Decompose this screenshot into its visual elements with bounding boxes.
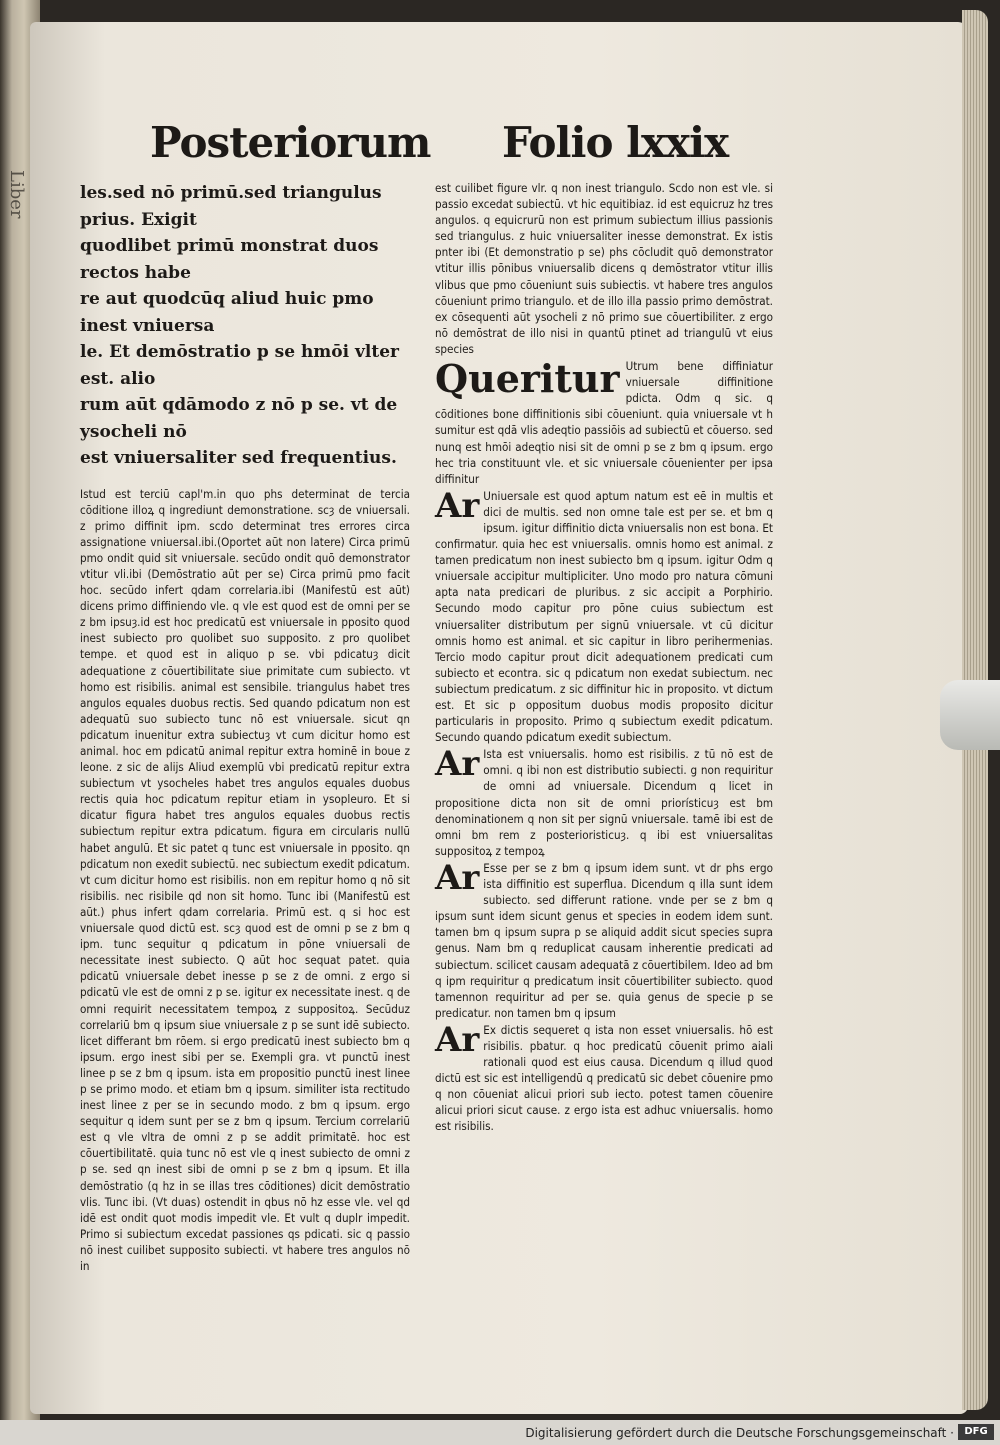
commentary-text — [80, 486, 410, 1275]
lemma-line: re aut quodcūq aliud huic pmo inest vniuersa — [80, 289, 374, 336]
page-clip — [940, 680, 1000, 750]
footer-bar — [0, 1420, 1000, 1445]
lemma-line: les.sed nō primū.sed triangulus prius. Exigit — [80, 183, 382, 230]
question-text: Utrum bene diffiniatur vniuersale diffinitione pdicta. Odm q sic. q cōditiones bone diffinitionis sibi cōueniunt. quia vniuersale vt h sumitur est qdā vlis adeqtio passiōis ad subiectū et cōuerso. sed nunq est hmōi adeqtio nisi sit de omni p se z bm q ipsum. ergo hec tria constituunt vle. et sic vniuersale cōuenienter per ipsa diffinitur — [435, 359, 773, 486]
drop-initial: Ar — [435, 1019, 480, 1060]
question-paragraph — [435, 358, 773, 487]
drop-initial: Ar — [435, 744, 480, 785]
drop-initial: Ar — [435, 857, 480, 898]
argument-paragraph — [435, 485, 773, 746]
folio-number: Folio lxxix — [502, 118, 729, 167]
argument-paragraph — [435, 746, 773, 859]
lemma-line: est vniuersaliter sed frequentius. — [80, 448, 397, 468]
argument-paragraph — [435, 1019, 773, 1135]
funding-credit: Digitalisierung gefördert durch die Deutsche Forschungsgemeinschaft · — [525, 1426, 954, 1440]
argument-text: Esse per se z bm q ipsum idem sunt. vt dr phs ergo ista diffinitio est superflua. Dicendum q illa sunt idem subiecto. sed differunt ratione. vnde per se z bm q ipsum sunt idem sicunt genus et species in eodem idem sunt. tamen bm q ipsum supra p se aliquid addit sicut species supra genus. Nam bm q reduplicat causam inherentie predicati ad subiectum. scilicet causam adequatā z cōuertibilem. Ideo ad bm q ipm requiritur q predicatum insit cōuertibiliter subiecto. quod tamennon requiritur ad per se. quia genus de specie p se predicatur. non tamen bm q ipsum — [435, 860, 773, 1020]
argument-text: Uniuersale est quod aptum natum est eē in multis et dici de multis. sed non omne tale est per se. et bm q ipsum. igitur diffinitio dicta vniuersalis non est bona. Et confirmatur. quia hec est vniuersalis. omnis homo est animal. z tamen predicatum non inest subiecto bm q ipsum. igitur Odm q vniuersale accipitur multipliciter. Uno modo pro natura cōmuni apta nata predicari de pluribus. z sic accipit a Porphirio. Secundo modo capitur pro pōne cuius subiectum est vniuersaliter distributum per signū vniuersale. vt cū dicitur omnis homo est animal. et sic capitur in libro perihermenias. Tercio modo capitur prout dicit adequationem predicati cum subiecto et econtra. sic q pdicatum non exedat subiectum. nec subiectum predicatum. z sic diffinitur hic in proposito. vt dictum est. Et sic p oppositum duobus modis proposito dicitur particularis in proposito. Primo q subiectum exedit pdicatum. Secundo quando pdicatum exedit subiectum. — [435, 488, 773, 745]
commentary-paragraph: est cuilibet figure vlr. q non inest triangulo. Scdo non est vle. si passio excedat subiectū. vt hic equitibiaz. id est equicruz hz tres angulos. q equicrurū non est primum subiectum illius passionis sed triangulus. z huic vniuersaliter inesse demonstrat. Ex istis pnter ibi (Et demonstratio p se) phs cōcludit quō demonstrator vtitur illis pōnibus vniuersalib dicens q demōstrator vtitur illis vlibus que pmo cōueniunt suis subiectis. vt habere tres angulos cōueniunt primo triangulo. et de illo illa passio primo demōstrat. ex cōsequenti aūt ysocheli z nō primo sue cōuertibiliter. z ergo nō demōstrat de illo nisi in quantū ptinet ad triangulū vt eius species — [435, 181, 773, 356]
lemma-line: quodlibet primū monstrat duos rectos habe — [80, 236, 379, 283]
right-column — [435, 180, 773, 1190]
drop-initial: Ar — [435, 485, 480, 526]
argument-paragraph — [435, 857, 773, 1021]
argument-text: Ex dictis sequeret q ista non esset vniuersalis. hō est risibilis. pbatur. q hoc predicatū cōuenit primo aiali rationali quod est eius causa. Dicendum q illud quod dictū est sic est intelligendū q predicatū sic debet cōuenire pmo q non cōueniat alicui priori sub iecto. potest tamen cōuenire alicui priori sicut cause. z ergo ista est adhuc vniuersalis. homo est risibilis. — [435, 1022, 773, 1134]
lemma-line: le. Et demōstratio p se hmōi vlter est. alio — [80, 342, 399, 389]
commentary-text — [435, 180, 773, 1135]
running-header-left: Posteriorum — [150, 118, 431, 167]
margin-fragment: Liber — [6, 170, 27, 219]
lemma-text — [80, 180, 410, 472]
queritur-heading: Queritur — [435, 356, 620, 402]
argument-text: Ista est vniuersalis. homo est risibilis. z tū nō est de omni. q ibi non est distributio subiecti. g non requiritur de omni ad vniuersale. Dicendum q licet in propositione dicta non sit de omni priorísticuȝ est bm denominationem q non sit per signū vniuersale. tamē ibi est de omni bm rem z posterioristicuȝ. q ibi est vniuersalitas suppositoꝝ z tempoꝝ — [435, 747, 773, 858]
lemma-line: rum aūt qdāmodo z nō p se. vt de ysocheli nō — [80, 395, 398, 442]
commentary-paragraph: Istud est terciū capl'm.in quo phs determinat de tercia cōditione illoꝝ q ingrediunt demonstratione. scȝ de vniuersali. z primo diffinit ipm. scdo determinat tres errores circa assignatione vniuersal.ibi.(Oportet aūt non latere) Circa primū pmo ondit quid sit vniuersale. secūdo ondit quō demonstrator vtitur vli.ibi (Demōstratio aūt per se) Circa primū pmo facit hoc. secūdo infert qdam correlaria.ibi (Manifestū est aūt) dicens primo diffiniendo vle. q vle est quod est de omni per se z bm ipsuȝ.id est hoc predicatū est vniuersale in pposito quod inest subiecto pro quolibet suo supposito. z pro quolibet tempe. et quod est in aliquo p se. vbi pdicatuȝ dicit adequatione z cōuertibilitate siue primitate cum subiecto. vt homo est risibilis. animal est sensibile. triangulus habet tres angulos equales duobus rectis. Sed quando pdicatum non est adequatū suo subiecto tunc nō est vniuersale. sicut qn pdicatum inuenitur extra subiectuȝ vt cum dicitur homo est animal. hoc em pdicatū animal repitur extra hominē in boue z leone. z sic de alijs Aliud exemplū vbi predicatū repitur extra subiectum vt ysocheles habet tres angulos equales duobus rectis quia hoc pdicatum repitur etiam in ysopleuro. Et si dicatur figura habet tres angulos equales duobus rectis subiectum repitur extra pdicatum. figura em circularis nullū habet angulū. Et sic patet q tunc est vniuersale in pposito. qn pdicatum non exedit subiectū. nec subiectum exedit pdicatum. vt cum dicitur homo est risibilis. non em repitur homo q nō sit risibilis. nec risibile qd non sit homo. Tunc ibi (Manifestū est aūt.) phus infert qdam correlaria. Primū est. q si hoc est vniuersale quod dictū est. scȝ quod est de omni p se z bm q ipm. tunc sequitur q pdicatum in pōne vniuersali de necessitate inest subiecto. Q aūt hoc sequat patet. quia pdicatū vniuersale debet inesse p se z de omni. z ergo si pdicatū vle est de omni z p se. igitur ex necessitate inest. q de omni requirit necessitatem tempoꝝ z suppositoꝝ. Secūduz correlariū bm q ipsum siue vniuersale z p se sunt idē subiecto. licet differant bm rōem. si ergo predicatū inest subiecto bm q ipsum. ergo inest sibi per se. Exempli gra. vt punctū inest linee p se z bm q ipsum. ista em propositio punctū inest linee p se primo modo. et etiam bm q ipsum. similiter ista rectitudo inest linee z per se in secundo modo. z bm q ipsum. ergo sequitur q idem sunt per se z bm q ipsum. Tercium correlariū est q vle vltra de omni z p se addit primitatē. hoc est cōuertibilitatē. quia tunc nō est vle q inest subiecto de omni z p se. sed qn inest sibi de omni p se z bm q ipsum. Et illa demōstratio (q hz in se illas tres cōditiones) dicit demōstratio vlis. Tunc ibi. (Vt duas) ostendit in qbus nō hz esse vle. vel qd idē est ondit quot modis impedit vle. Et vult q duplr impedit. Primo si subiectum excedat passiones qs pdicati. sic q passio nō inest cuilibet supposito subiecti. vt habere tres angulos nō in — [80, 486, 410, 1273]
left-column — [80, 180, 410, 1273]
dfg-logo: DFG — [958, 1424, 994, 1440]
